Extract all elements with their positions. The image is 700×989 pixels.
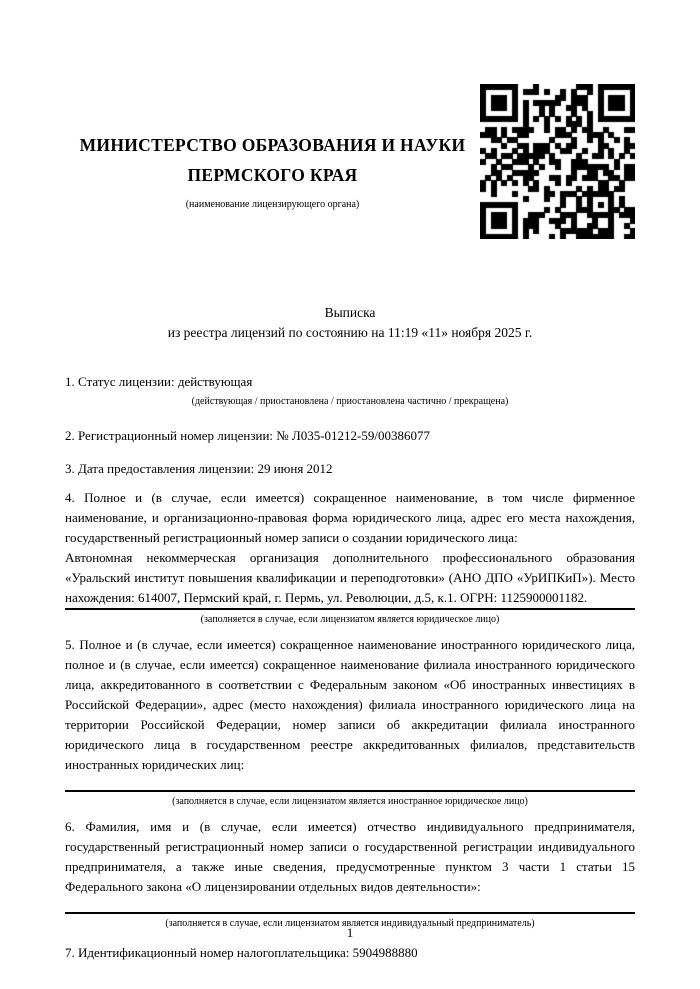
license-date-text: 3. Дата предоставления лицензии: 29 июня 2012 xyxy=(65,461,333,476)
qr-code-block xyxy=(480,84,635,239)
foreign-entity-label: 5. Полное и (в случае, если имеется) сокращенное наименование иностранного юридического лица, полное и (в случае, если имеется) сокращенное наименование филиала иностранного юридического лица, аккредитованного в соответствии с Федеральным законом «Об иностранных инвестициях в Российской Федерации», адрес (место нахождения) филиала иностранного юридического лица на территории Российской Федерации, номер записи об аккредитации филиала иностранного юридического лица в государственном реестре аккредитованных филиалов, представительств иностранных юридических лиц: xyxy=(65,637,635,772)
section-foreign-entity xyxy=(65,635,635,808)
ministry-name-line1: МИНИСТЕРСТВО ОБРАЗОВАНИЯ И НАУКИ xyxy=(79,135,466,155)
individual-entrepreneur-blank-line xyxy=(65,899,635,914)
section-license-date xyxy=(65,459,635,479)
taxpayer-number-text: 7. Идентификационный номер налогоплательщика: 5904988880 xyxy=(65,945,418,960)
foreign-entity-caption: (заполняется в случае, если лицензиатом является иностранное юридическое лицо) xyxy=(172,796,528,807)
section-taxpayer-number xyxy=(65,943,635,963)
individual-entrepreneur-label: 6. Фамилия, имя и (в случае, если имеется) отчество индивидуального предпринимателя, государственный регистрационный номер записи о государственной регистрации индивидуального предпринимателя, а также иные сведения, предусмотренные пунктом 3 части 1 статьи 15 Федерального закона «О лицензировании отдельных видов деятельности»: xyxy=(65,819,635,894)
legal-entity-caption: (заполняется в случае, если лицензиатом является юридическое лицо) xyxy=(200,614,500,625)
legal-entity-value: Автономная некоммерческая организация дополнительного профессионального образования «Уральский институт повышения квалификации и переподготовки» (АНО ДПО «УрИПКиП»). Место нахождения: 614007, Пермский край, г. Пермь, ул. Революции, д.5, к.1. ОГРН: 1125900001182. xyxy=(65,548,635,610)
document-title-line1: Выписка xyxy=(324,305,376,320)
qr-code xyxy=(480,84,635,239)
license-status-text: 1. Статус лицензии: действующая xyxy=(65,374,253,389)
section-individual-entrepreneur xyxy=(65,817,635,930)
section-registration-number xyxy=(65,426,635,446)
license-status-caption: (действующая / приостановлена / приостановлена частично / прекращена) xyxy=(191,396,509,407)
document-title-line2: из реестра лицензий по состоянию на 11:19 «11» ноября 2025 г. xyxy=(167,325,533,340)
section-legal-entity xyxy=(65,488,635,626)
foreign-entity-blank-line xyxy=(65,777,635,792)
document-header xyxy=(65,0,635,239)
licensing-authority-caption: (наименование лицензирующего органа) xyxy=(185,199,360,210)
ministry-name-line2: ПЕРМСКОГО КРАЯ xyxy=(187,165,358,185)
individual-entrepreneur-caption: (заполняется в случае, если лицензиатом является индивидуальный предприниматель) xyxy=(165,918,535,929)
registration-number-text: 2. Регистрационный номер лицензии: № Л035-01212-59/00386077 xyxy=(65,428,431,443)
section-license-status xyxy=(65,372,635,408)
page-number: 1 xyxy=(346,925,354,940)
document-title xyxy=(65,303,635,343)
legal-entity-label: 4. Полное и (в случае, если имеется) сокращенное наименование, в том числе фирменное наименование, и организационно-правовая форма юридического лица, адрес его места нахождения, государственный регистрационный номер записи о создании юридического лица: xyxy=(65,490,635,545)
licensing-authority-block xyxy=(65,84,480,211)
